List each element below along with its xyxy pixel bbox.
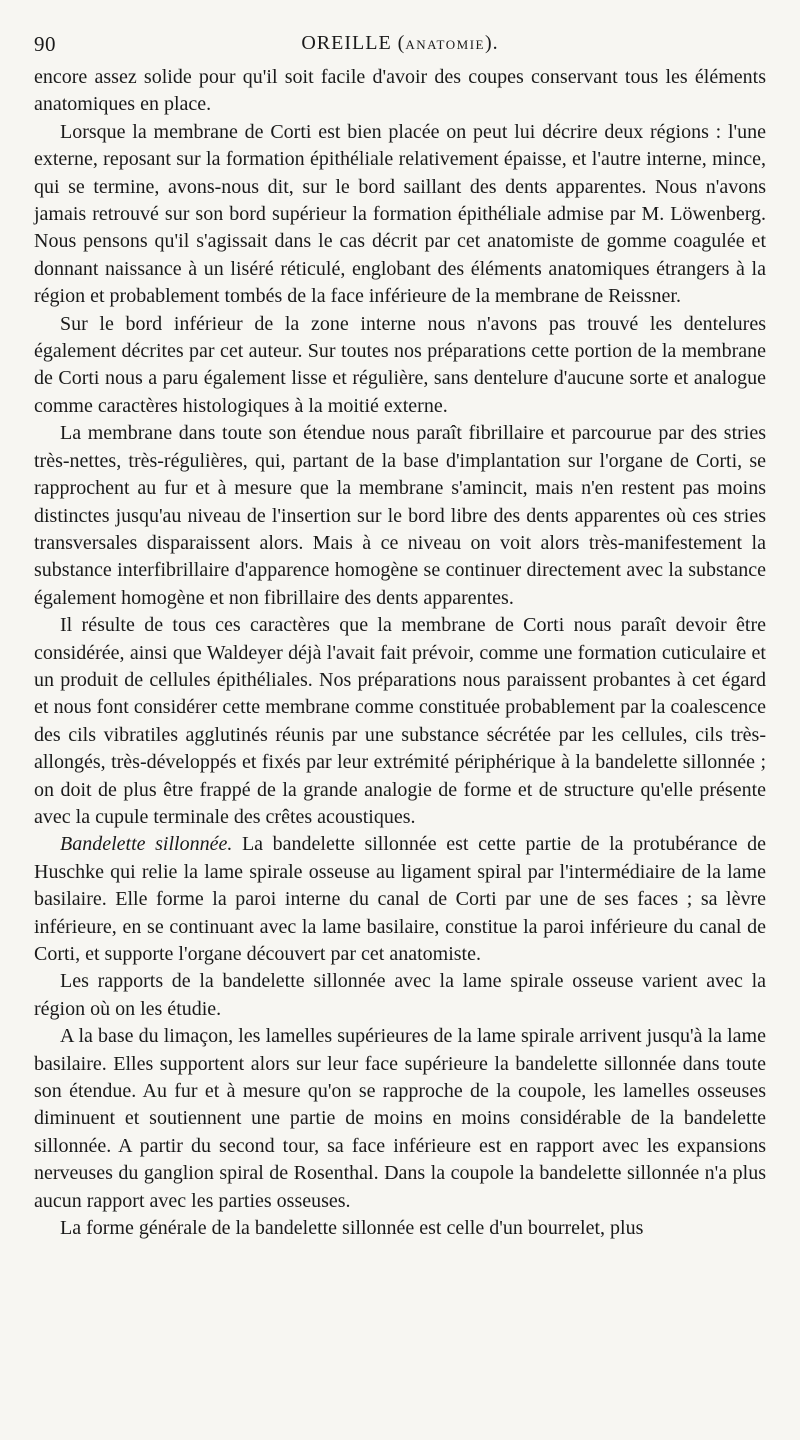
running-title-sub: ANATOMIE xyxy=(405,37,485,52)
paragraph-3: Sur le bord inférieur de la zone interne nous n'avons pas trouvé les dentelures également décrites par cet auteur. Sur toutes nos préparations cette portion de la membrane de Corti nous a paru également lisse et régulière, sans dentelure d'aucune sorte et analogue comme caractères histologiques à la moitié externe. xyxy=(34,312,766,417)
paragraph-4: La membrane dans toute son étendue nous paraît fibrillaire et parcourue par des stries très-nettes, très-régulières, qui, partant de la base d'implantation sur l'organe de Corti, se rapprochent au fur et à mesure que la membrane s'amincit, mais n'en restent pas moins distinctes jusqu'au niveau de l'insertion sur le bord libre des dents apparentes où ces stries transversales disparaissent alors. Mais à ce niveau on voit alors très-manifestement la substance interfibrillaire d'apparence homogène se continuer directement avec la substance également homogène et non fibrillaire des dents apparentes. xyxy=(34,422,766,609)
paragraph-5: Il résulte de tous ces caractères que la membrane de Corti nous paraît devoir être considérée, ainsi que Waldeyer déjà l'avait fait prévoir, comme une formation cuticulaire et un produit de cellules épithéliales. Nos préparations nous paraissent probantes à cet égard et nous font considérer cette membrane comme constituée probablement par la coalescence des cils vibratiles agglutinés réunis par une substance sécrétée par les cellules, cils très-allongés, très-développés et fixés par leur extrémité périphérique à la bandelette sillonnée ; on doit de plus être frappé de la grande analogie de forme et de structure qu'elle présente avec la cupule terminale des crêtes acoustiques. xyxy=(34,614,766,828)
running-title-open: ( xyxy=(391,32,406,54)
paragraph-6-text: La bandelette sillonnée est cette partie de la protubérance de Huschke qui relie la lame spirale osseuse au ligament spiral par l'intermédiaire de la lame basilaire. Elle forme la paroi interne du canal de Corti par une de ses faces ; sa lèvre inférieure, en se continuant avec la lame basilaire, constitue la paroi inférieure du canal de Corti, et supporte l'organe découvert par cet anatomiste. xyxy=(34,833,766,965)
paragraph-7: Les rapports de la bandelette sillonnée avec la lame spirale osseuse varient avec la région où on les étudie. xyxy=(34,970,766,1020)
paragraph-9: La forme générale de la bandelette sillonnée est celle d'un bourrelet, plus xyxy=(60,1217,644,1240)
paragraph-2: Lorsque la membrane de Corti est bien placée on peut lui décrire deux régions : l'une externe, reposant sur la formation épithéliale relativement épaisse, et l'autre interne, mince, qui se termine, avons-nous dit, sur le bord saillant des dents apparentes. Nous n'avons jamais retrouvé sur son bord supérieur la formation épithéliale admise par M. Löwenberg. Nous pensons qu'il s'agissait dans le cas décrit par cet anatomiste de gomme coagulée et donnant naissance à un liséré réticulé, englobant des éléments anatomiques étrangers à la région et probablement tombés de la face inférieure de la membrane de Reissner. xyxy=(34,120,766,308)
paragraph-8: A la base du limaçon, les lamelles supérieures de la lame spirale arrivent jusqu'à la lame basilaire. Elles supportent alors sur leur face supérieure la bandelette sillonnée dans toute son étendue. Au fur et à mesure qu'on se rapproche de la coupole, les lamelles osseuses diminuent et soutiennent une partie de moins en moins considérable de la bandelette sillonnée. A partir du second tour, sa face inférieure est en rapport avec les expansions nerveuses du ganglion spiral de Rosenthal. Dans la coupole la bandelette sillonnée n'a plus aucun rapport avec les parties osseuses. xyxy=(34,1025,766,1212)
running-title-close: ). xyxy=(484,32,499,54)
running-title xyxy=(34,32,766,55)
body-text xyxy=(34,64,766,1242)
running-head xyxy=(34,28,766,62)
paragraph-1: encore assez solide pour qu'il soit facile d'avoir des coupes conservant tous les éléments anatomiques en place. xyxy=(34,66,766,116)
paragraph-6 xyxy=(34,831,766,968)
running-title-main: OREILLE xyxy=(301,32,392,54)
page-number: 90 xyxy=(34,32,56,56)
section-heading-bandelette: Bandelette sillonnée. xyxy=(60,833,233,856)
